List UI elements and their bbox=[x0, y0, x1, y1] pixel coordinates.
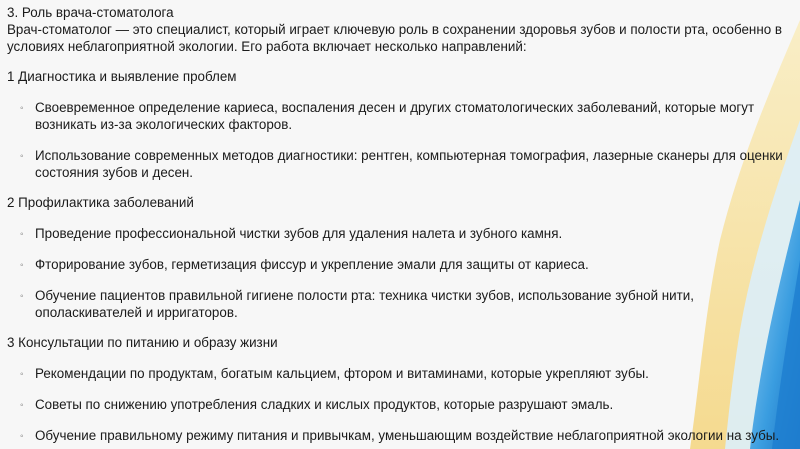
bullet-icon: ◦ bbox=[20, 431, 24, 442]
section-title-diagnostics: 1 Диагностика и выявление проблем bbox=[7, 69, 237, 84]
slide-content bbox=[7, 4, 793, 444]
list-item-text: Использование современных методов диагностики: рентген, компьютерная томография, лазерные сканеры для оценки состояния зубов и десен. bbox=[35, 148, 783, 180]
list-item-text: Рекомендации по продуктам, богатым кальцием, фтором и витаминами, которые укрепляют зубы. bbox=[35, 366, 649, 381]
list-item bbox=[7, 225, 787, 242]
list-item bbox=[7, 99, 787, 133]
bullet-icon: ◦ bbox=[20, 229, 24, 240]
bullet-list-nutrition bbox=[7, 365, 793, 444]
bullet-icon: ◦ bbox=[20, 400, 24, 411]
list-item bbox=[7, 147, 787, 181]
list-item-text: Советы по снижению употребления сладких и кислых продуктов, которые разрушают эмаль. bbox=[35, 397, 614, 412]
bullet-icon: ◦ bbox=[20, 291, 24, 302]
section-title-nutrition: 3 Консультации по питанию и образу жизни bbox=[7, 335, 278, 350]
list-item bbox=[7, 287, 787, 321]
bullet-list-diagnostics bbox=[7, 99, 793, 181]
bullet-icon: ◦ bbox=[20, 369, 24, 380]
bullet-icon: ◦ bbox=[20, 260, 24, 271]
list-item-text: Своевременное определение кариеса, воспаления десен и других стоматологических заболеваний, которые могут возникать из-за экологических факторов. bbox=[35, 100, 755, 132]
intro-paragraph: Врач-стоматолог — это специалист, который играет ключевую роль в сохранении здоровья зубов и полости рта, особенно в условиях неблагоприятной экологии. Его работа включает несколько направлений: bbox=[7, 22, 783, 54]
bullet-icon: ◦ bbox=[20, 151, 24, 162]
list-item bbox=[7, 365, 787, 382]
section-title-prevention: 2 Профилактика заболеваний bbox=[7, 195, 194, 210]
list-item-text: Обучение пациентов правильной гигиене полости рта: техника чистки зубов, использование зубной нити, ополаскивателей и ирригаторов. bbox=[35, 288, 694, 320]
bullet-icon: ◦ bbox=[20, 103, 24, 114]
list-item bbox=[7, 396, 787, 413]
list-item bbox=[7, 427, 787, 444]
list-item-text: Обучение правильному режиму питания и привычкам, уменьшающим воздействие неблагоприятной экологии на зубы. bbox=[35, 428, 780, 443]
list-item-text: Проведение профессиональной чистки зубов для удаления налета и зубного камня. bbox=[35, 226, 563, 241]
list-item-text: Фторирование зубов, герметизация фиссур и укрепление эмали для защиты от кариеса. bbox=[35, 257, 589, 272]
list-item bbox=[7, 256, 787, 273]
bullet-list-prevention bbox=[7, 225, 793, 321]
slide-title: 3. Роль врача-стоматолога bbox=[7, 5, 174, 20]
